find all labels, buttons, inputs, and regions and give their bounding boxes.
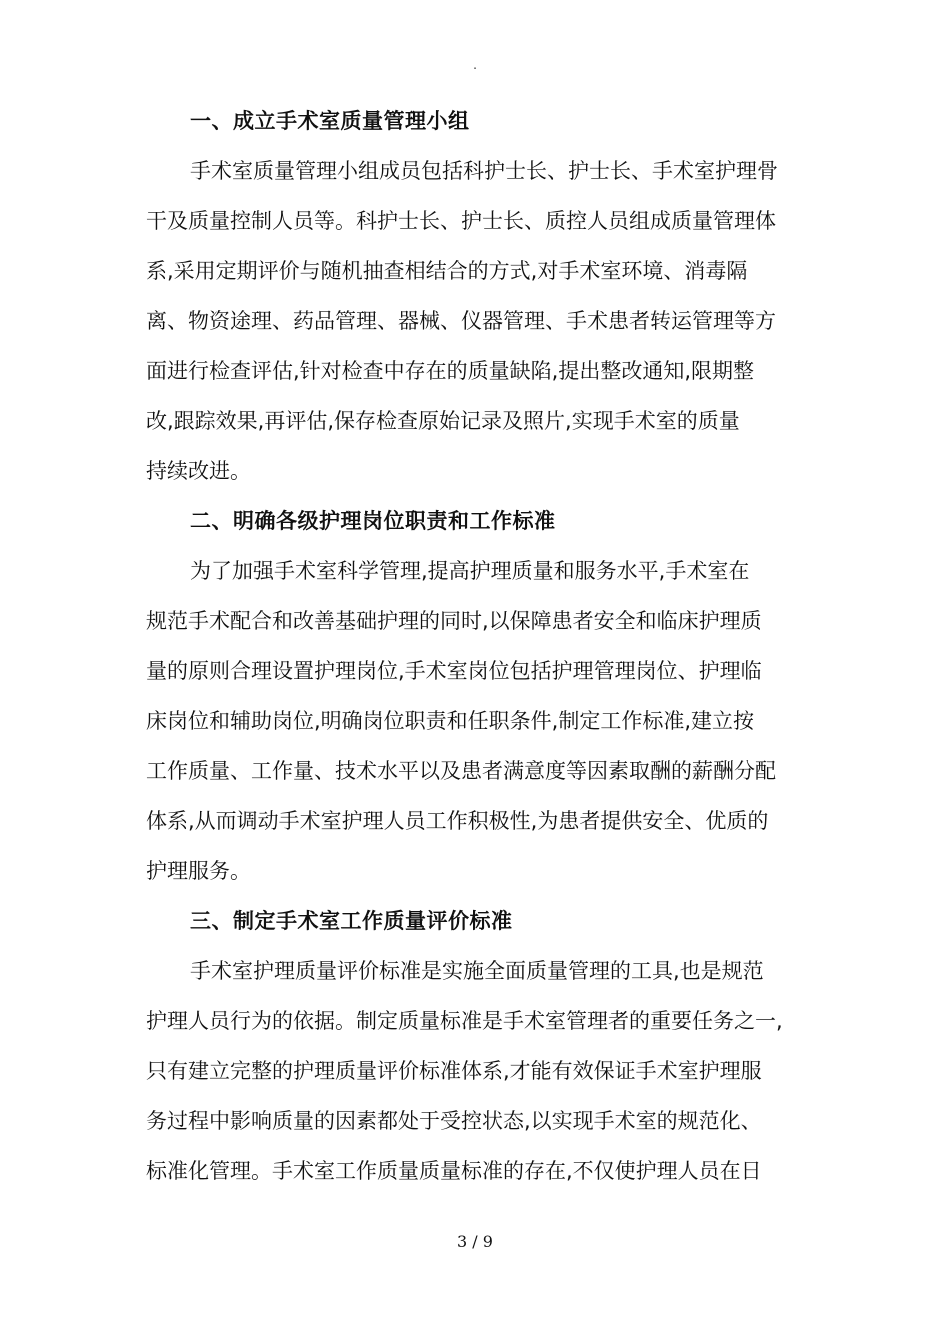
section-heading-3: 三、制定手术室工作质量评价标准 [190, 909, 513, 933]
paragraph-line: 标准化管理。手术室工作质量质量标准的存在,不仅使护理人员在日 [146, 1159, 762, 1183]
paragraph-line: 持续改进。 [146, 459, 251, 483]
paragraph-line: 体系,从而调动手术室护理人员工作积极性,为患者提供安全、优质的 [146, 809, 769, 833]
paragraph-line: 只有建立完整的护理质量评价标准体系,才能有效保证手术室护理服 [146, 1059, 762, 1083]
paragraph-line: 系,采用定期评价与随机抽查相结合的方式,对手术室环境、消毒隔 [146, 259, 748, 283]
section-heading-1: 一、成立手术室质量管理小组 [190, 109, 470, 133]
page-number: 3 / 9 [457, 1232, 493, 1251]
section-paragraph-2 [146, 546, 818, 896]
paragraph-line: 手术室护理质量评价标准是实施全面质量管理的工具,也是规范 [190, 959, 764, 983]
section-paragraph-1 [146, 146, 818, 496]
paragraph-line: 床岗位和辅助岗位,明确岗位职责和任职条件,制定工作标准,建立按 [146, 709, 755, 733]
paragraph-line: 规范手术配合和改善基础护理的同时,以保障患者安全和临床护理质 [146, 609, 762, 633]
header-mark: . [473, 58, 477, 72]
paragraph-line: 务过程中影响质量的因素都处于受控状态,以实现手术室的规范化、 [146, 1109, 762, 1133]
paragraph-line: 面进行检查评估,针对检查中存在的质量缺陷,提出整改通知,限期整 [146, 359, 755, 383]
paragraph-line: 为了加强手术室科学管理,提高护理质量和服务水平,手术室在 [190, 559, 750, 583]
paragraph-line: 离、物资途理、药品管理、器械、仪器管理、手术患者转运管理等方 [146, 309, 776, 333]
document-body [146, 96, 818, 1196]
paragraph-line: 护理人员行为的依据。制定质量标准是手术室管理者的重要任务之一, [146, 1009, 783, 1033]
section-paragraph-3 [146, 946, 818, 1196]
section-heading-2: 二、明确各级护理岗位职责和工作标准 [190, 509, 556, 533]
paragraph-line: 护理服务。 [146, 859, 251, 883]
paragraph-line: 干及质量控制人员等。科护士长、护士长、质控人员组成质量管理体 [146, 209, 776, 233]
paragraph-line: 量的原则合理设置护理岗位,手术室岗位包括护理管理岗位、护理临 [146, 659, 762, 683]
paragraph-line: 工作质量、工作量、技术水平以及患者满意度等因素取酬的薪酬分配 [146, 759, 776, 783]
paragraph-line: 改,跟踪效果,再评估,保存检查原始记录及照片,实现手术室的质量 [146, 409, 740, 433]
paragraph-line: 手术室质量管理小组成员包括科护士长、护士长、手术室护理骨 [190, 159, 778, 183]
